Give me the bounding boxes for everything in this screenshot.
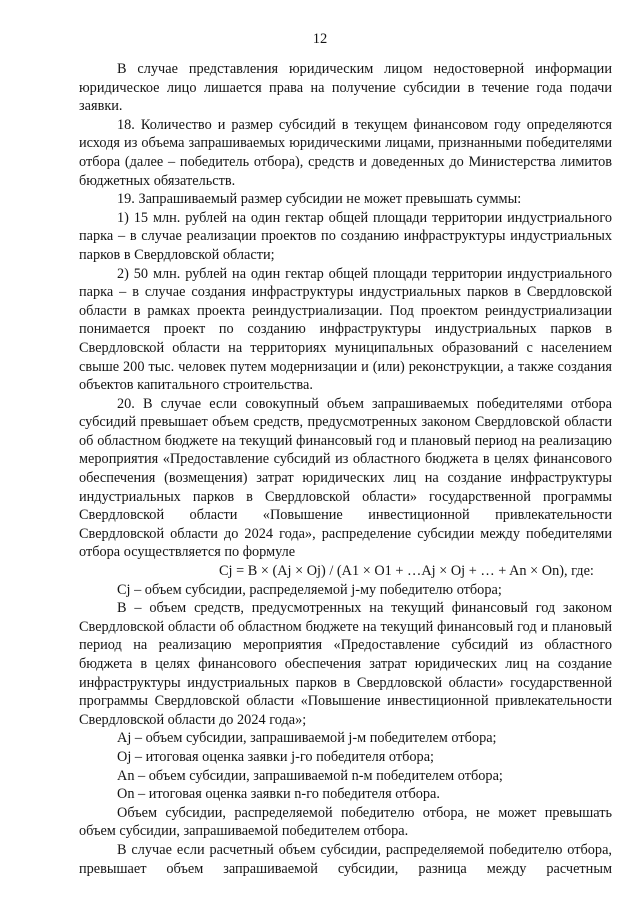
page-number: 12 xyxy=(312,31,328,47)
paragraph-calculated-difference: В случае если расчетный объем субсидии, распределяемой победителю отбора, превышает объем запрашиваемой субсидии, разница между расчетным xyxy=(79,841,612,877)
paragraph-19-item-1: 1) 15 млн. рублей на один гектар общей площади территории индустриального парка – в случае реализации проектов по созданию инфраструктуры индустриальных парков в Свердловской области; xyxy=(79,209,612,263)
paragraph-subsidy-limit: Объем субсидии, распределяемой победителю отбора, не может превышать объем субсидии, запрашиваемой победителем отбора. xyxy=(79,804,612,840)
definition-cj: Cj – объем субсидии, распределяемой j-му победителю отбора; xyxy=(117,581,502,598)
paragraph-20: 20. В случае если совокупный объем запрашиваемых победителями отбора субсидий превышает объем средств, предусмотренных законом Свердловской области об областном бюджете на текущий финансовый год и плановый период на реализацию мероприятия «Предоставление субсидий из областного бюджета в целях финансового обеспечения (возмещения) затрат юридических лиц на создание инфраструктуры индустриальных парков в Свердловской области» государственной программы Свердловской области «Повышение инвестиционной привлекательности Свердловской области до 2024 года», распределение субсидии между победителями отбора осуществляется по формуле xyxy=(79,395,612,561)
definition-on: On – итоговая оценка заявки n-го победителя отбора. xyxy=(117,786,440,803)
definition-b: B – объем средств, предусмотренных на текущий финансовый год законом Свердловской области об областном бюджете на текущий финансовый год и плановый период на реализацию мероприятия «Предоставление субсидий из областного бюджета в целях финансового обеспечения затрат юридических лиц на создание инфраструктуры индустриальных парков в Свердловской области» государственной программы Свердловской области «Повышение инвестиционной привлекательности Свердловской области до 2024 года»; xyxy=(79,600,612,728)
distribution-formula: Cj = B × (Aj × Oj) / (A1 × O1 + …Aj × Oj + … + An × On), где: xyxy=(219,563,594,580)
paragraph-19: 19. Запрашиваемый размер субсидии не может превышать суммы: xyxy=(117,191,522,208)
definition-aj: Aj – объем субсидии, запрашиваемой j-м победителем отбора; xyxy=(117,730,497,747)
definition-oj: Oj – итоговая оценка заявки j-го победителя отбора; xyxy=(117,748,435,765)
paragraph-19-item-2: 2) 50 млн. рублей на один гектар общей площади территории индустриального парка – в случае создания инфраструктуры индустриальных парков в Свердловской области в рамках проекта реиндустриализации. Под проектом реиндустриализации понимается проект по созданию инфраструктуры индустриальных парков в Свердловской области на территориях муниципальных образований с населением свыше 200 тыс. человек путем модернизации и (или) реконструкции, а также создания объектов капитального строительства. xyxy=(79,265,612,394)
document-body xyxy=(79,60,612,878)
definition-an: An – объем субсидии, запрашиваемой n-м победителем отбора; xyxy=(117,767,503,784)
paragraph-18: 18. Количество и размер субсидий в текущем финансовом году определяются исходя из объема запрашиваемых юридическими лицами, признанными победителями отбора (далее – победитель отбора), средств и доведенных до Министерства лимитов бюджетных обязательств. xyxy=(79,116,612,189)
paragraph-false-information: В случае представления юридическим лицом недостоверной информации юридическое лицо лишается права на получение субсидии в течение года подачи заявки. xyxy=(79,61,612,115)
